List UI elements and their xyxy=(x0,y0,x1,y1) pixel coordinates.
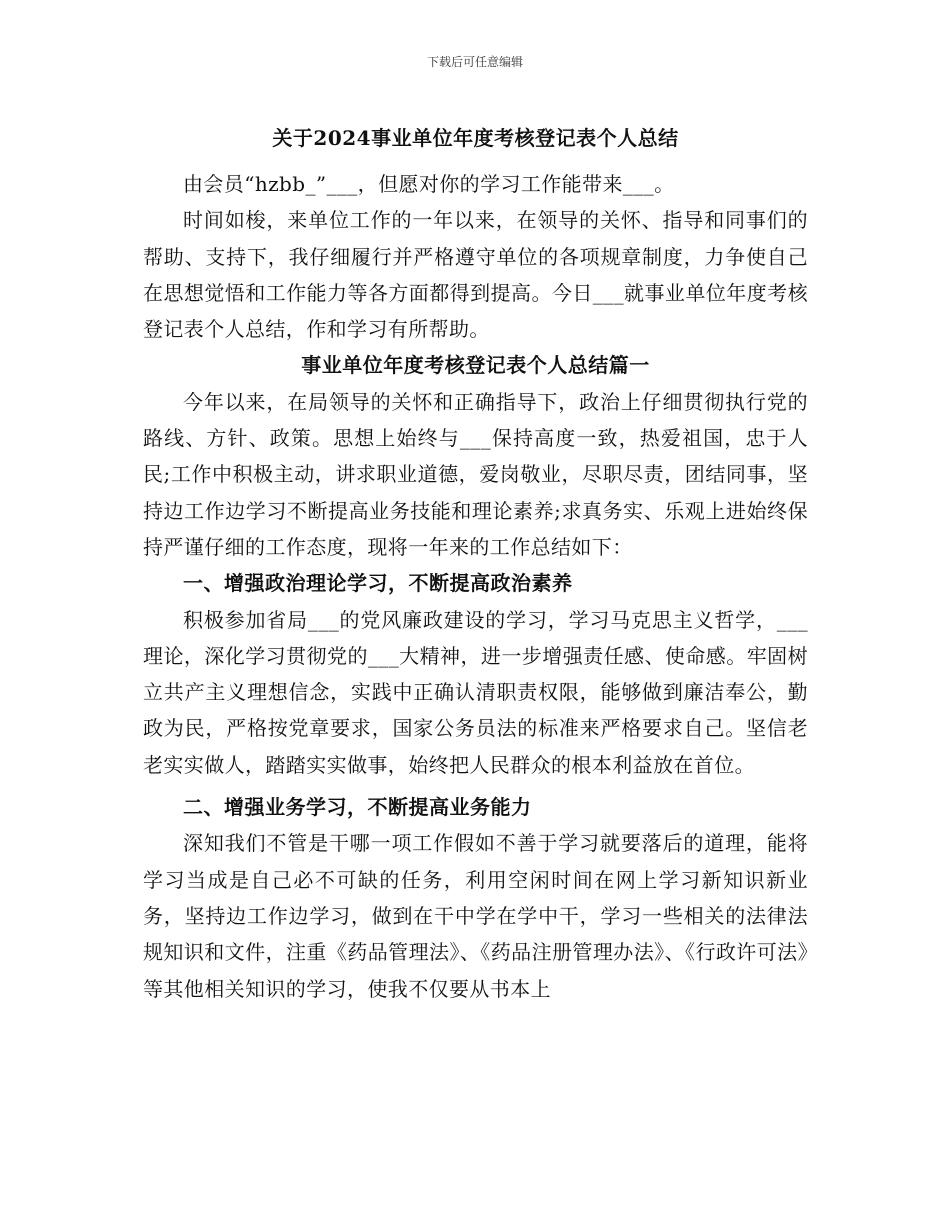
paragraph-1: 积极参加省局___的党风廉政建设的学习，学习马克思主义哲学，___理论，深化学习贯彻党的___大精神，进一步增强责任感、使命感。牢固树立共产主义理想信念，实践中正确认清职责权限，能够做到廉洁奉公，勤政为民，严格按党章要求，国家公务员法的标准来严格要求自己。坚信老老实实做人，踏踏实实做事，始终把人民群众的根本利益放在首位。 xyxy=(143,607,808,777)
page-header-note: 下载后可任意编辑 xyxy=(426,55,523,69)
document-title: 关于2024事业单位年度考核登记表个人总结 xyxy=(272,126,679,150)
intro-paragraph-2: 时间如梭，来单位工作的一年以来，在领导的关怀、指导和同事们的帮助、支持下，我仔细履行并严格遵守单位的各项规章制度，力争使自己在思想觉悟和工作能力等各方面都得到提高。今日___就事业单位年度考核登记表个人总结，作和学习有所帮助。 xyxy=(143,208,808,342)
paragraph-2: 深知我们不管是干哪一项工作假如不善于学习就要落后的道理，能将学习当成是自己必不可缺的任务，利用空闲时间在网上学习新知识新业务，坚持边工作边学习，做到在干中学在学中干，学习一些相关的法律法规知识和文件，注重《药品管理法》、《药品注册管理办法》、《行政许可法》等其他相关知识的学习，使我不仅要从书本上 xyxy=(143,831,808,1001)
heading-1: 一、增强政治理论学习，不断提高政治素养 xyxy=(183,571,573,596)
document-body xyxy=(143,120,808,1007)
section-title: 事业单位年度考核登记表个人总结篇一 xyxy=(301,353,650,378)
intro-paragraph-1: 由会员“hzbb_”___，但愿对你的学习工作能带来___。 xyxy=(183,172,675,196)
heading-2: 二、增强业务学习，不断提高业务能力 xyxy=(183,795,532,820)
section-intro-paragraph: 今年以来，在局领导的关怀和正确指导下，政治上仔细贯彻执行党的路线、方针、政策。思想上始终与___保持高度一致，热爱祖国，忠于人民;工作中积极主动，讲求职业道德，爱岗敬业，尽职尽责，团结同事，坚持边工作边学习不断提高业务技能和理论素养;求真务实、乐观上进始终保持严谨仔细的工作态度，现将一年来的工作总结如下： xyxy=(143,389,808,559)
